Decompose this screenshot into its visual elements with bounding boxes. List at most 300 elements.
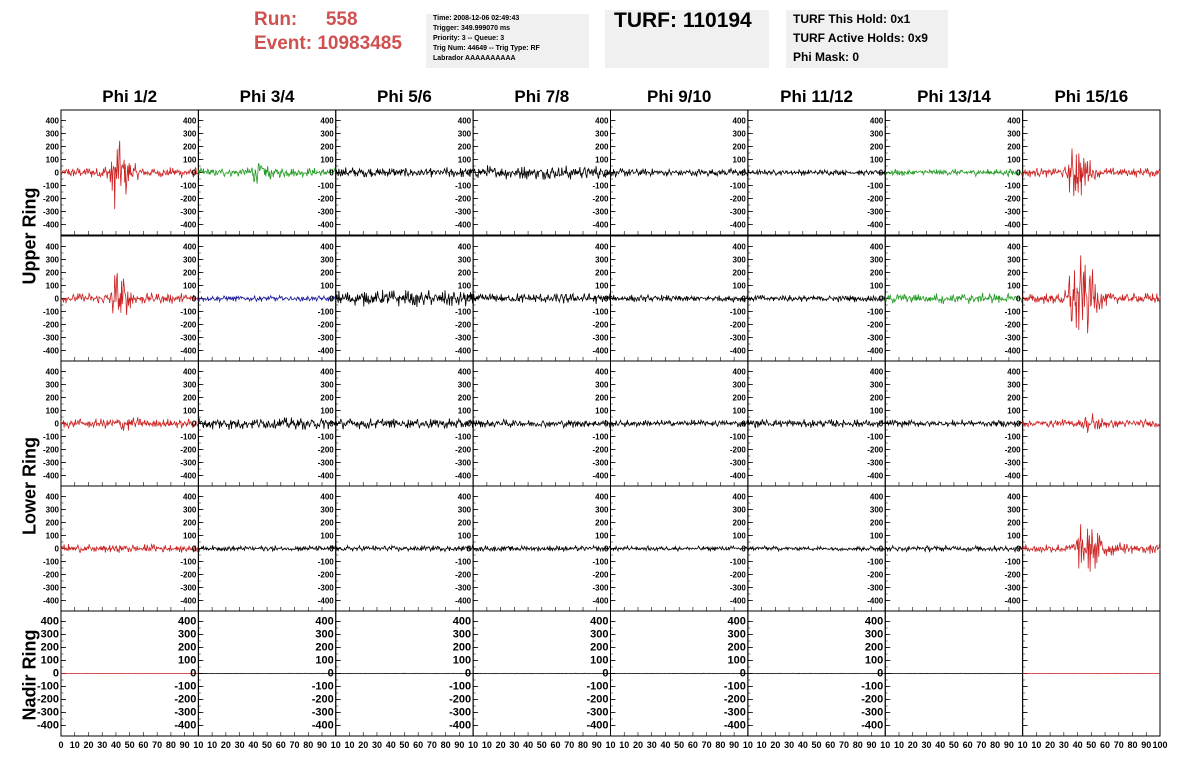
y-tick-label: 100 [1007,406,1021,416]
waveform-line [198,163,335,184]
y-tick-label: 400 [183,242,197,252]
y-tick-label: 300 [590,628,609,641]
panel-r5-c7 [861,611,1022,736]
y-tick-label: 100 [320,531,334,541]
y-tick-label: 0 [329,544,334,554]
x-tick-label: 80 [165,740,176,750]
y-tick-label: -300 [180,458,197,468]
y-tick-label: 200 [183,142,197,152]
y-tick-label: -100 [449,680,472,693]
x-tick-label: 20 [83,740,94,750]
y-tick-label: 200 [727,641,746,654]
y-tick-label: -400 [861,719,884,732]
panel-r3-c1 [43,361,198,486]
y-tick-label: 300 [45,129,59,139]
priority-text: Priority: 3 -- Queue: 3 [433,35,505,42]
panel-r3-c8 [1005,361,1160,486]
phi-label-2: Phi 3/4 [239,87,295,106]
y-tick-label: -200 [317,320,334,330]
x-tick-label: 40 [935,740,946,750]
x-tick-label: 80 [990,740,1001,750]
y-tick-label: 100 [45,406,59,416]
y-tick-label: 100 [590,654,609,667]
y-tick-label: 0 [329,419,334,429]
y-tick-label: -300 [729,458,746,468]
y-tick-label: 0 [878,168,884,178]
y-tick-label: -300 [867,333,884,343]
y-tick-label: 200 [732,393,746,403]
y-tick-label: -400 [180,596,197,606]
y-tick-label: -300 [311,706,334,719]
y-tick-label: 0 [54,544,59,554]
y-tick-label: -100 [317,181,334,191]
y-tick-label: 400 [452,615,472,628]
y-tick-label: 400 [595,367,609,377]
y-tick-label: 0 [191,168,197,178]
y-tick-label: 0 [191,419,197,429]
panel-r3-c3 [318,361,473,486]
y-tick-label: -200 [317,445,334,455]
y-tick-label: 400 [45,116,59,126]
x-tick-label: 10 [1017,740,1028,750]
y-tick-label: -400 [180,220,197,230]
panel-r1-c1 [43,110,198,235]
y-tick-label: 100 [727,654,746,667]
x-tick-label: 60 [550,740,561,750]
y-tick-label: 0 [602,667,609,680]
y-tick-label: -400 [867,471,884,481]
x-tick-label: 80 [440,740,451,750]
y-tick-label: -300 [42,458,59,468]
trigger-text: Trigger: 349.999070 ms [433,25,511,32]
x-tick-label: 70 [976,740,987,750]
y-tick-label: -100 [1004,432,1021,442]
x-tick-label: 0 [58,740,64,750]
y-tick-label: -200 [592,445,609,455]
y-tick-label: 0 [52,667,59,680]
y-tick-label: 100 [732,155,746,165]
panel-r1-c5 [592,110,747,235]
y-tick-label: -100 [317,432,334,442]
y-tick-label: 300 [1007,129,1021,139]
y-tick-label: -200 [317,570,334,580]
y-tick-label: 200 [869,393,884,403]
x-tick-label: 80 [1127,740,1138,750]
y-tick-label: -100 [729,307,746,317]
y-tick-label: -300 [729,333,746,343]
y-tick-label: -300 [867,458,884,468]
y-tick-label: 100 [869,281,884,291]
x-tick-label: 60 [413,740,424,750]
y-tick-label: 0 [1016,544,1021,554]
y-tick-label: 0 [741,294,746,304]
x-tick-label: 50 [399,740,410,750]
panel-r4-c2 [180,486,335,611]
y-tick-label: -200 [36,693,59,706]
y-tick-label: 200 [590,641,609,654]
y-tick-label: 0 [741,419,746,429]
y-tick-label: 300 [315,628,334,641]
y-tick-label: 200 [869,268,884,278]
y-tick-label: 100 [320,155,334,165]
y-tick-label: 100 [452,654,472,667]
y-tick-label: 300 [595,380,609,390]
y-tick-label: 0 [466,419,472,429]
waveform-line [473,673,610,674]
panel-r1-c2 [180,110,335,235]
y-tick-label: -200 [180,320,197,330]
y-tick-label: 300 [1007,380,1021,390]
y-tick-label: -400 [592,220,609,230]
y-tick-label: 400 [590,615,609,628]
y-tick-label: -300 [1004,333,1021,343]
turf-active-holds: TURF Active Holds: 0x9 [793,31,928,45]
panel-r2-c7 [867,236,1022,361]
y-tick-label: -100 [729,557,746,567]
y-tick-label: 100 [183,155,197,165]
y-tick-label: 100 [732,406,746,416]
panel-r2-c1 [43,236,198,361]
panel-r1-c7 [867,110,1022,235]
x-tick-label: 90 [591,740,602,750]
y-tick-label: -100 [180,181,197,191]
y-tick-label: -400 [317,471,334,481]
x-tick-label: 10 [193,740,204,750]
x-tick-label: 70 [426,740,437,750]
y-tick-label: -100 [867,557,884,567]
panel-r4-c1 [43,486,198,611]
y-tick-label: -400 [729,471,746,481]
y-tick-label: -200 [455,194,472,204]
panel-r4-c7 [867,486,1022,611]
y-tick-label: -100 [311,680,334,693]
y-tick-label: 200 [315,641,334,654]
y-tick-label: 300 [45,380,59,390]
y-tick-label: -200 [729,194,746,204]
y-tick-label: 400 [732,116,746,126]
y-tick-label: 200 [45,142,59,152]
x-tick-label: 30 [234,740,245,750]
y-tick-label: 0 [877,667,884,680]
y-tick-label: -400 [317,346,334,356]
waveform-line [748,170,885,176]
y-tick-label: -200 [317,194,334,204]
x-tick-label: 90 [1141,740,1152,750]
waveform-line [198,296,335,302]
y-tick-label: 300 [1007,255,1021,265]
y-tick-label: 400 [1007,367,1021,377]
y-tick-label: -400 [180,471,197,481]
y-tick-label: 400 [183,116,197,126]
waveform-line [198,417,335,429]
y-tick-label: -400 [867,596,884,606]
y-tick-label: -100 [42,557,59,567]
x-tick-label: 20 [770,740,781,750]
panel-r1-c8 [1005,110,1160,235]
event-value: 10983485 [317,33,402,54]
waveform-line [198,545,335,551]
y-tick-label: -300 [1004,583,1021,593]
panel-r4-c3 [318,486,473,611]
y-tick-label: -300 [729,583,746,593]
y-tick-label: -200 [180,445,197,455]
y-tick-label: 300 [864,628,884,641]
phi-label-4: Phi 7/8 [514,87,570,106]
y-tick-label: -200 [1004,445,1021,455]
y-tick-label: -300 [42,207,59,217]
x-tick-label: 100 [1152,740,1168,750]
y-tick-label: 400 [595,116,609,126]
x-tick-label: 90 [179,740,190,750]
x-tick-label: 10 [1031,740,1042,750]
y-tick-label: -200 [867,445,884,455]
y-tick-label: 200 [45,518,59,528]
y-tick-label: 300 [45,255,59,265]
x-tick-label: 50 [674,740,685,750]
panel-r3-c5 [592,361,747,486]
y-tick-label: -400 [1004,346,1021,356]
y-tick-label: 100 [732,281,746,291]
y-tick-label: -300 [592,333,609,343]
y-tick-label: 400 [45,242,59,252]
x-tick-label: 20 [1045,740,1056,750]
y-tick-label: 300 [727,628,746,641]
y-tick-label: 300 [183,380,197,390]
y-tick-label: 300 [452,628,472,641]
y-tick-label: 400 [732,367,746,377]
y-tick-label: 0 [466,294,472,304]
x-tick-label: 10 [619,740,630,750]
turf-title: TURF: 110194 [614,9,752,32]
y-tick-label: 400 [595,242,609,252]
waveform-line [1023,149,1160,197]
y-tick-label: -300 [592,583,609,593]
y-tick-label: -200 [180,570,197,580]
y-tick-label: 200 [595,393,609,403]
y-tick-label: 100 [183,281,197,291]
y-tick-label: -100 [455,557,472,567]
waveform-line [336,167,473,177]
x-tick-label: 10 [481,740,492,750]
y-tick-label: -200 [1004,570,1021,580]
x-tick-label: 10 [330,740,341,750]
waveform-line [61,544,198,553]
x-tick-label: 30 [1058,740,1069,750]
y-tick-label: 200 [320,268,334,278]
y-tick-label: 100 [595,531,609,541]
time-text: Time: 2008-12-06 02:49:43 [433,15,520,22]
trig-num-text: Trig Num: 44649 -- Trig Type: RF [433,45,540,52]
y-tick-label: 0 [878,419,884,429]
x-tick-label: 40 [110,740,121,750]
y-tick-label: -300 [174,706,197,719]
x-tick-label: 70 [701,740,712,750]
y-tick-label: -100 [592,432,609,442]
y-tick-label: 0 [1016,168,1021,178]
y-tick-label: 0 [54,168,59,178]
y-tick-label: 300 [732,380,746,390]
x-tick-label: 70 [289,740,300,750]
phi-mask: Phi Mask: 0 [793,50,860,64]
x-tick-label: 10 [344,740,355,750]
y-tick-label: -100 [180,557,197,567]
y-tick-label: -100 [586,680,609,693]
y-tick-label: -400 [317,596,334,606]
waveform-line [1023,524,1160,572]
y-tick-label: 100 [1007,531,1021,541]
panel-r2-c8 [1005,236,1160,361]
panel-r2-c6 [730,236,885,361]
x-tick-label: 30 [784,740,795,750]
y-tick-label: 300 [732,129,746,139]
y-tick-label: 300 [869,505,884,515]
y-tick-label: -100 [1004,557,1021,567]
y-tick-label: 400 [320,116,334,126]
y-tick-label: 100 [457,406,472,416]
y-tick-label: -300 [723,706,746,719]
y-tick-label: -100 [42,181,59,191]
y-tick-label: 300 [457,255,472,265]
y-tick-label: -100 [1004,181,1021,191]
x-tick-label: 10 [207,740,218,750]
y-tick-label: 200 [457,268,472,278]
y-tick-label: 200 [1007,268,1021,278]
panel-r2-c3 [318,236,473,361]
y-tick-label: -300 [1004,207,1021,217]
y-tick-label: 100 [183,406,197,416]
y-tick-label: -100 [867,181,884,191]
ring-label-upper: Upper Ring [19,187,40,285]
x-tick-label: 20 [358,740,369,750]
waveform-line [336,418,473,429]
y-tick-label: 0 [604,294,609,304]
x-tick-label: 50 [1086,740,1097,750]
y-tick-label: 300 [457,380,472,390]
phi-label-8: Phi 15/16 [1054,87,1129,106]
y-tick-label: 0 [878,544,884,554]
y-tick-label: -300 [455,458,472,468]
y-tick-label: 100 [45,531,59,541]
x-tick-label: 90 [1003,740,1014,750]
x-tick-label: 60 [825,740,836,750]
y-tick-label: -400 [867,220,884,230]
y-tick-label: -200 [586,693,609,706]
run-value: 558 [325,9,358,30]
y-tick-label: -300 [455,333,472,343]
y-tick-label: 0 [191,544,197,554]
y-tick-label: -400 [592,471,609,481]
y-tick-label: 300 [40,628,59,641]
y-tick-label: 100 [315,654,334,667]
y-tick-label: -100 [1004,307,1021,317]
waveform-line [611,546,748,551]
x-tick-label: 60 [1100,740,1111,750]
x-tick-label: 70 [152,740,163,750]
x-tick-label: 50 [124,740,135,750]
y-tick-label: 100 [1007,281,1021,291]
y-tick-label: -200 [867,194,884,204]
x-tick-label: 10 [893,740,904,750]
y-tick-label: -200 [592,194,609,204]
x-tick-label: 70 [839,740,850,750]
y-tick-label: -400 [311,719,334,732]
y-tick-label: 200 [320,142,334,152]
y-tick-label: -400 [42,220,59,230]
panel-r1-c3 [318,110,473,235]
y-tick-label: -300 [592,458,609,468]
y-tick-label: 400 [869,116,884,126]
y-tick-label: 400 [864,615,884,628]
waveform-line [336,290,473,307]
phi-label-3: Phi 5/6 [377,87,432,106]
y-tick-label: 300 [732,505,746,515]
y-tick-label: 100 [320,406,334,416]
x-tick-label: 70 [1113,740,1124,750]
y-tick-label: -100 [592,557,609,567]
y-tick-label: 200 [320,518,334,528]
waveform-line [1023,673,1160,674]
y-tick-label: -300 [455,583,472,593]
y-tick-label: -200 [455,570,472,580]
y-tick-label: -300 [449,706,472,719]
y-tick-label: -200 [729,570,746,580]
y-tick-label: -100 [592,307,609,317]
y-tick-label: 400 [457,116,472,126]
y-tick-label: 300 [869,255,884,265]
y-tick-label: 0 [604,419,609,429]
y-tick-label: -100 [42,432,59,442]
y-tick-label: -200 [861,693,884,706]
y-tick-label: -300 [1004,458,1021,468]
x-tick-label: 10 [605,740,616,750]
turf-this-hold: TURF This Hold: 0x1 [793,12,911,26]
waveform-line [885,420,1022,428]
x-tick-label: 90 [866,740,877,750]
y-tick-label: 200 [457,518,472,528]
panel-r2-c2 [180,236,335,361]
x-tick-label: 30 [97,740,108,750]
y-tick-label: -100 [174,680,197,693]
waveform-line [61,273,198,315]
y-tick-label: 0 [739,667,746,680]
y-tick-label: 200 [1007,142,1021,152]
y-tick-label: -400 [449,719,472,732]
y-tick-label: 100 [457,155,472,165]
y-tick-label: -100 [592,181,609,191]
y-tick-label: 300 [595,129,609,139]
y-tick-label: 0 [741,544,746,554]
y-tick-label: -400 [317,220,334,230]
panel-r5-c8 [1023,611,1160,736]
y-tick-label: -300 [42,583,59,593]
y-tick-label: 100 [869,155,884,165]
x-tick-label: 10 [742,740,753,750]
panel-r4-c5 [592,486,747,611]
y-tick-label: -200 [449,693,472,706]
y-tick-label: -200 [729,445,746,455]
waveform-line [748,295,885,302]
x-tick-label: 20 [907,740,918,750]
y-tick-label: -300 [317,207,334,217]
x-tick-label: 80 [578,740,589,750]
y-tick-label: 200 [45,393,59,403]
y-tick-label: 300 [595,255,609,265]
y-tick-label: -300 [317,458,334,468]
y-tick-label: 100 [40,654,59,667]
y-tick-label: 0 [329,168,334,178]
y-tick-label: 100 [45,155,59,165]
y-tick-label: -300 [729,207,746,217]
